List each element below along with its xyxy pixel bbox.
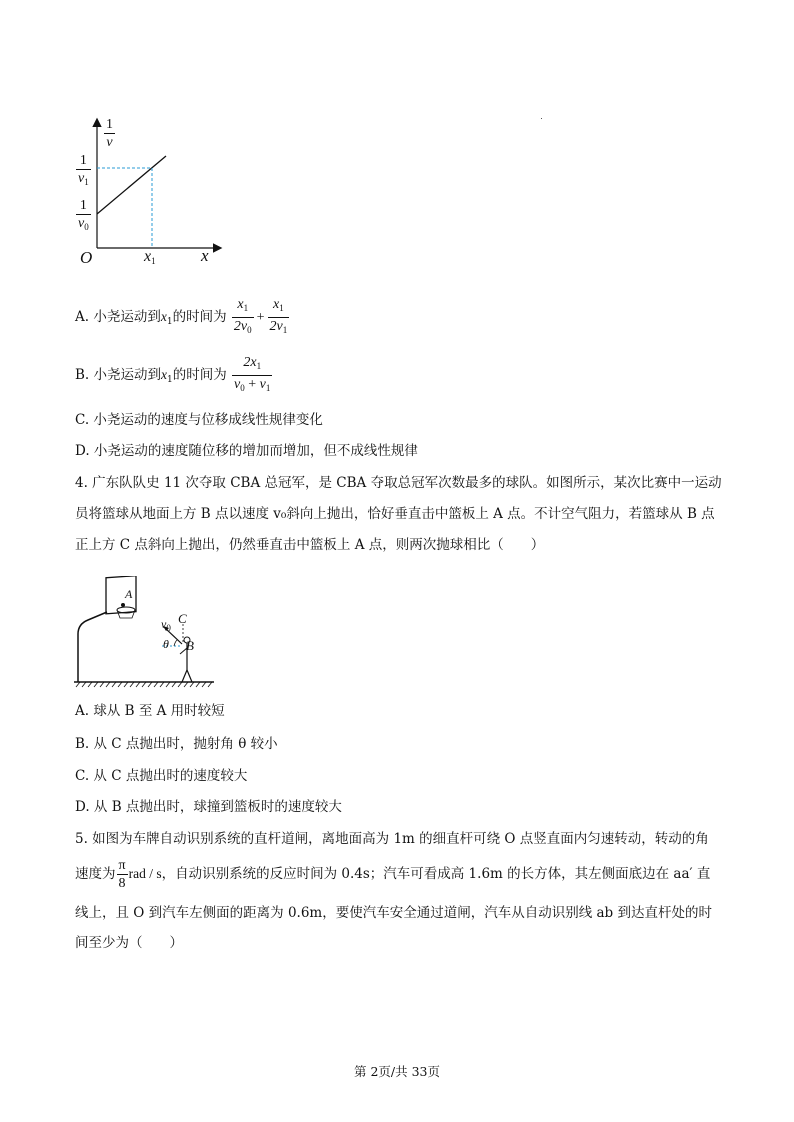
basketball-figure [74,576,216,688]
q3-option-c: C. 小尧运动的速度与位移成线性规律变化 [75,412,323,428]
q4-option-a: A. 球从 B 至 A 用时较短 [75,703,225,719]
fig-label-b: B [186,638,194,653]
fig-label-c: C [178,611,187,626]
q4-option-b: B. 从 C 点抛出时，抛射角 θ 较小 [75,736,278,752]
fig-label-a: A [125,587,133,601]
y-tick-bottom: $\frac{1}{v_0}$ [78,198,89,232]
fig-label-theta: θ [163,637,169,651]
q3-option-a: A. 小尧运动到$x_1$的时间为 $\frac{x_1}{2v_0}$ + $\frac{x_1}{2v_1}$ [75,297,288,335]
q3-option-d: D. 小尧运动的速度随位移的增加而增加，但不成线性规律 [75,443,418,459]
graph-line [97,156,166,214]
stray-dot [541,118,542,119]
q5-line4: 间至少为（ ） [75,935,183,951]
q5-line3: 线上，且 O 到汽车左侧面的距离为 0.6m，要使汽车安全通过道闸，汽车从自动识别线 ab 到达直杆处的时 [75,905,712,921]
q5-line1: 5. 如图为车牌自动识别系统的直杆道闸，离地面高为 1m 的细直杆可绕 O 点竖直面内匀速转动，转动的角 [75,831,709,847]
origin-label: O [80,248,93,267]
x-axis-label: x [201,246,209,265]
q3-option-b: B. 小尧运动到$x_1$的时间为 $\frac{2x_1}{v_0 + v_1}$ [75,355,271,393]
q5-line2: 速度为 $\frac{\pi}{8}$ rad / s，自动识别系统的反应时间为 0.4s；汽车可看成高 1.6m 的长方体，其左侧面底边在 aa′ 直 [75,858,711,891]
q4-stem: 4. 广东队队史 11 次夺取 CBA 总冠军，是 CBA 夺取总冠军次数最多的球队。如图所示，某次比赛中一运动员将篮球从地面上方 B 点以速度 v₀斜向上抛出，恰好垂直击中篮板上 A 点。不计空气阻力，若篮球从 B 点正上方 C 点斜向上抛出，仍然垂直击中篮板上 A 点，则两次抛球相比（ ） [75,475,722,553]
page-footer: 第 2页/共 33页 [353,1064,441,1079]
fig-label-v0: $v_0$ [161,617,171,633]
q4-option-c: C. 从 C 点抛出时的速度较大 [75,768,248,784]
y-axis-label: $\frac{1}{v}$ [106,117,113,150]
q4-option-d: D. 从 B 点抛出时，球撞到篮板时的速度较大 [75,799,342,815]
y-tick-top: $\frac{1}{v_1}$ [78,153,89,187]
x-tick-label: $x_1$ [144,248,156,266]
